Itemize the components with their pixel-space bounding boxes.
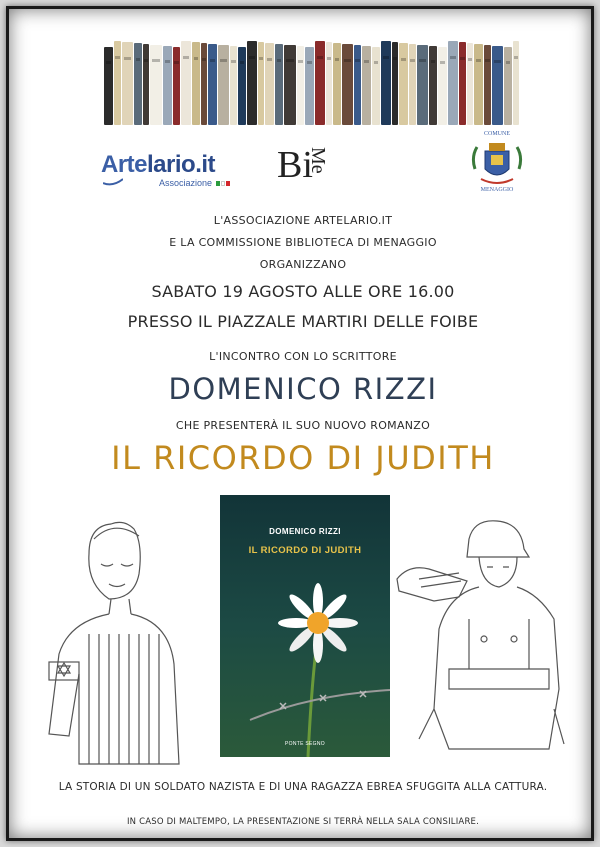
book-spine xyxy=(474,44,483,125)
book-spine xyxy=(114,41,121,125)
author-name: DOMENICO RIZZI xyxy=(168,372,438,406)
book-spine xyxy=(467,43,473,125)
book-spine xyxy=(218,45,229,125)
meeting-lead: L'INCONTRO CON LO SCRITTORE xyxy=(209,350,397,363)
soldier-sketch-icon xyxy=(389,509,569,759)
book-spine xyxy=(134,43,142,125)
comune-logo xyxy=(467,131,527,201)
flag-white xyxy=(221,181,225,186)
book-spine xyxy=(104,47,113,125)
intro-line-1: L'ASSOCIAZIONE ARTELARIO.IT xyxy=(213,214,393,227)
intro-line-3: ORGANIZZANO xyxy=(259,258,347,271)
artelario-wordmark xyxy=(101,151,215,179)
book-spine xyxy=(230,46,237,125)
logos-row xyxy=(9,131,597,209)
book-spine xyxy=(354,45,361,125)
book-spine xyxy=(163,46,172,125)
book-spine xyxy=(265,43,274,125)
cover-author: DOMENICO RIZZI xyxy=(269,527,341,536)
bime-rot: Me xyxy=(307,147,329,174)
artelario-logo xyxy=(101,151,231,191)
cover-title: IL RICORDO DI JUDITH xyxy=(248,545,362,556)
book-spine xyxy=(326,42,332,125)
flag-red xyxy=(226,181,230,186)
artelario-part1: Arte xyxy=(101,151,148,178)
book-spine xyxy=(448,41,458,125)
book-spine xyxy=(513,41,519,125)
books-shelf-icon xyxy=(104,41,519,125)
presents-line: CHE PRESENTERÀ IL SUO NUOVO ROMANZO xyxy=(175,419,431,432)
book-cover xyxy=(220,495,390,757)
book-spine xyxy=(284,45,296,125)
book-spine xyxy=(173,47,180,125)
book-spine xyxy=(417,45,428,125)
book-spine xyxy=(342,44,353,125)
book-spine xyxy=(315,41,325,125)
barbed-wire-icon xyxy=(220,495,390,757)
book-spine xyxy=(275,44,283,125)
book-spine xyxy=(429,46,437,125)
cover-publisher: PONTE SEGNO xyxy=(285,741,325,747)
book-spine xyxy=(201,43,207,125)
book-spine xyxy=(381,41,391,125)
artelario-sub xyxy=(159,178,230,188)
book-spine xyxy=(438,47,447,125)
book-spine xyxy=(143,44,149,125)
bime-logo xyxy=(277,143,357,193)
book-spine xyxy=(305,47,314,125)
book-spine xyxy=(150,45,162,125)
book-spine xyxy=(258,42,264,125)
book-spine xyxy=(392,42,398,125)
book-spine xyxy=(247,41,257,125)
event-place: PRESSO IL PIAZZALE MARTIRI DELLE FOIBE xyxy=(127,312,479,331)
comune-bottom-text: MENAGGIO xyxy=(480,187,514,193)
bime-main: Bi xyxy=(277,144,313,186)
book-spine xyxy=(459,42,466,125)
event-date: SABATO 19 AGOSTO ALLE ORE 16.00 xyxy=(151,282,455,301)
book-spine xyxy=(399,43,408,125)
artelario-part2: lario.it xyxy=(147,151,216,178)
tagline: LA STORIA DI UN SOLDATO NAZISTA E DI UNA RAGAZZA EBREA SFUGGITA ALLA CATTURA. xyxy=(58,781,548,793)
flag-green xyxy=(216,181,220,186)
book-spine xyxy=(409,44,416,125)
book-title: IL RICORDO DI JUDITH xyxy=(111,439,495,477)
book-spine xyxy=(122,42,133,125)
book-spine xyxy=(192,42,200,125)
book-spine xyxy=(492,46,503,125)
poster-frame xyxy=(6,6,594,841)
book-spine xyxy=(297,46,304,125)
intro-line-2: E LA COMMISSIONE BIBLIOTECA DI MENAGGIO xyxy=(169,236,437,249)
book-spine xyxy=(504,47,512,125)
book-spine xyxy=(362,46,371,125)
weather-note: IN CASO DI MALTEMPO, LA PRESENTAZIONE SI TERRÀ NELLA SALA CONSILIARE. xyxy=(126,817,480,827)
book-spine xyxy=(372,47,380,125)
book-spine xyxy=(208,44,217,125)
book-spine xyxy=(333,43,341,125)
artelario-sub-text: Associazione xyxy=(159,178,213,188)
woman-sketch-icon xyxy=(39,504,189,774)
coat-of-arms-icon xyxy=(467,139,527,189)
book-spine xyxy=(238,47,246,125)
book-spine xyxy=(484,45,491,125)
book-spine xyxy=(181,41,191,125)
comune-top-text: COMUNE xyxy=(483,131,510,137)
